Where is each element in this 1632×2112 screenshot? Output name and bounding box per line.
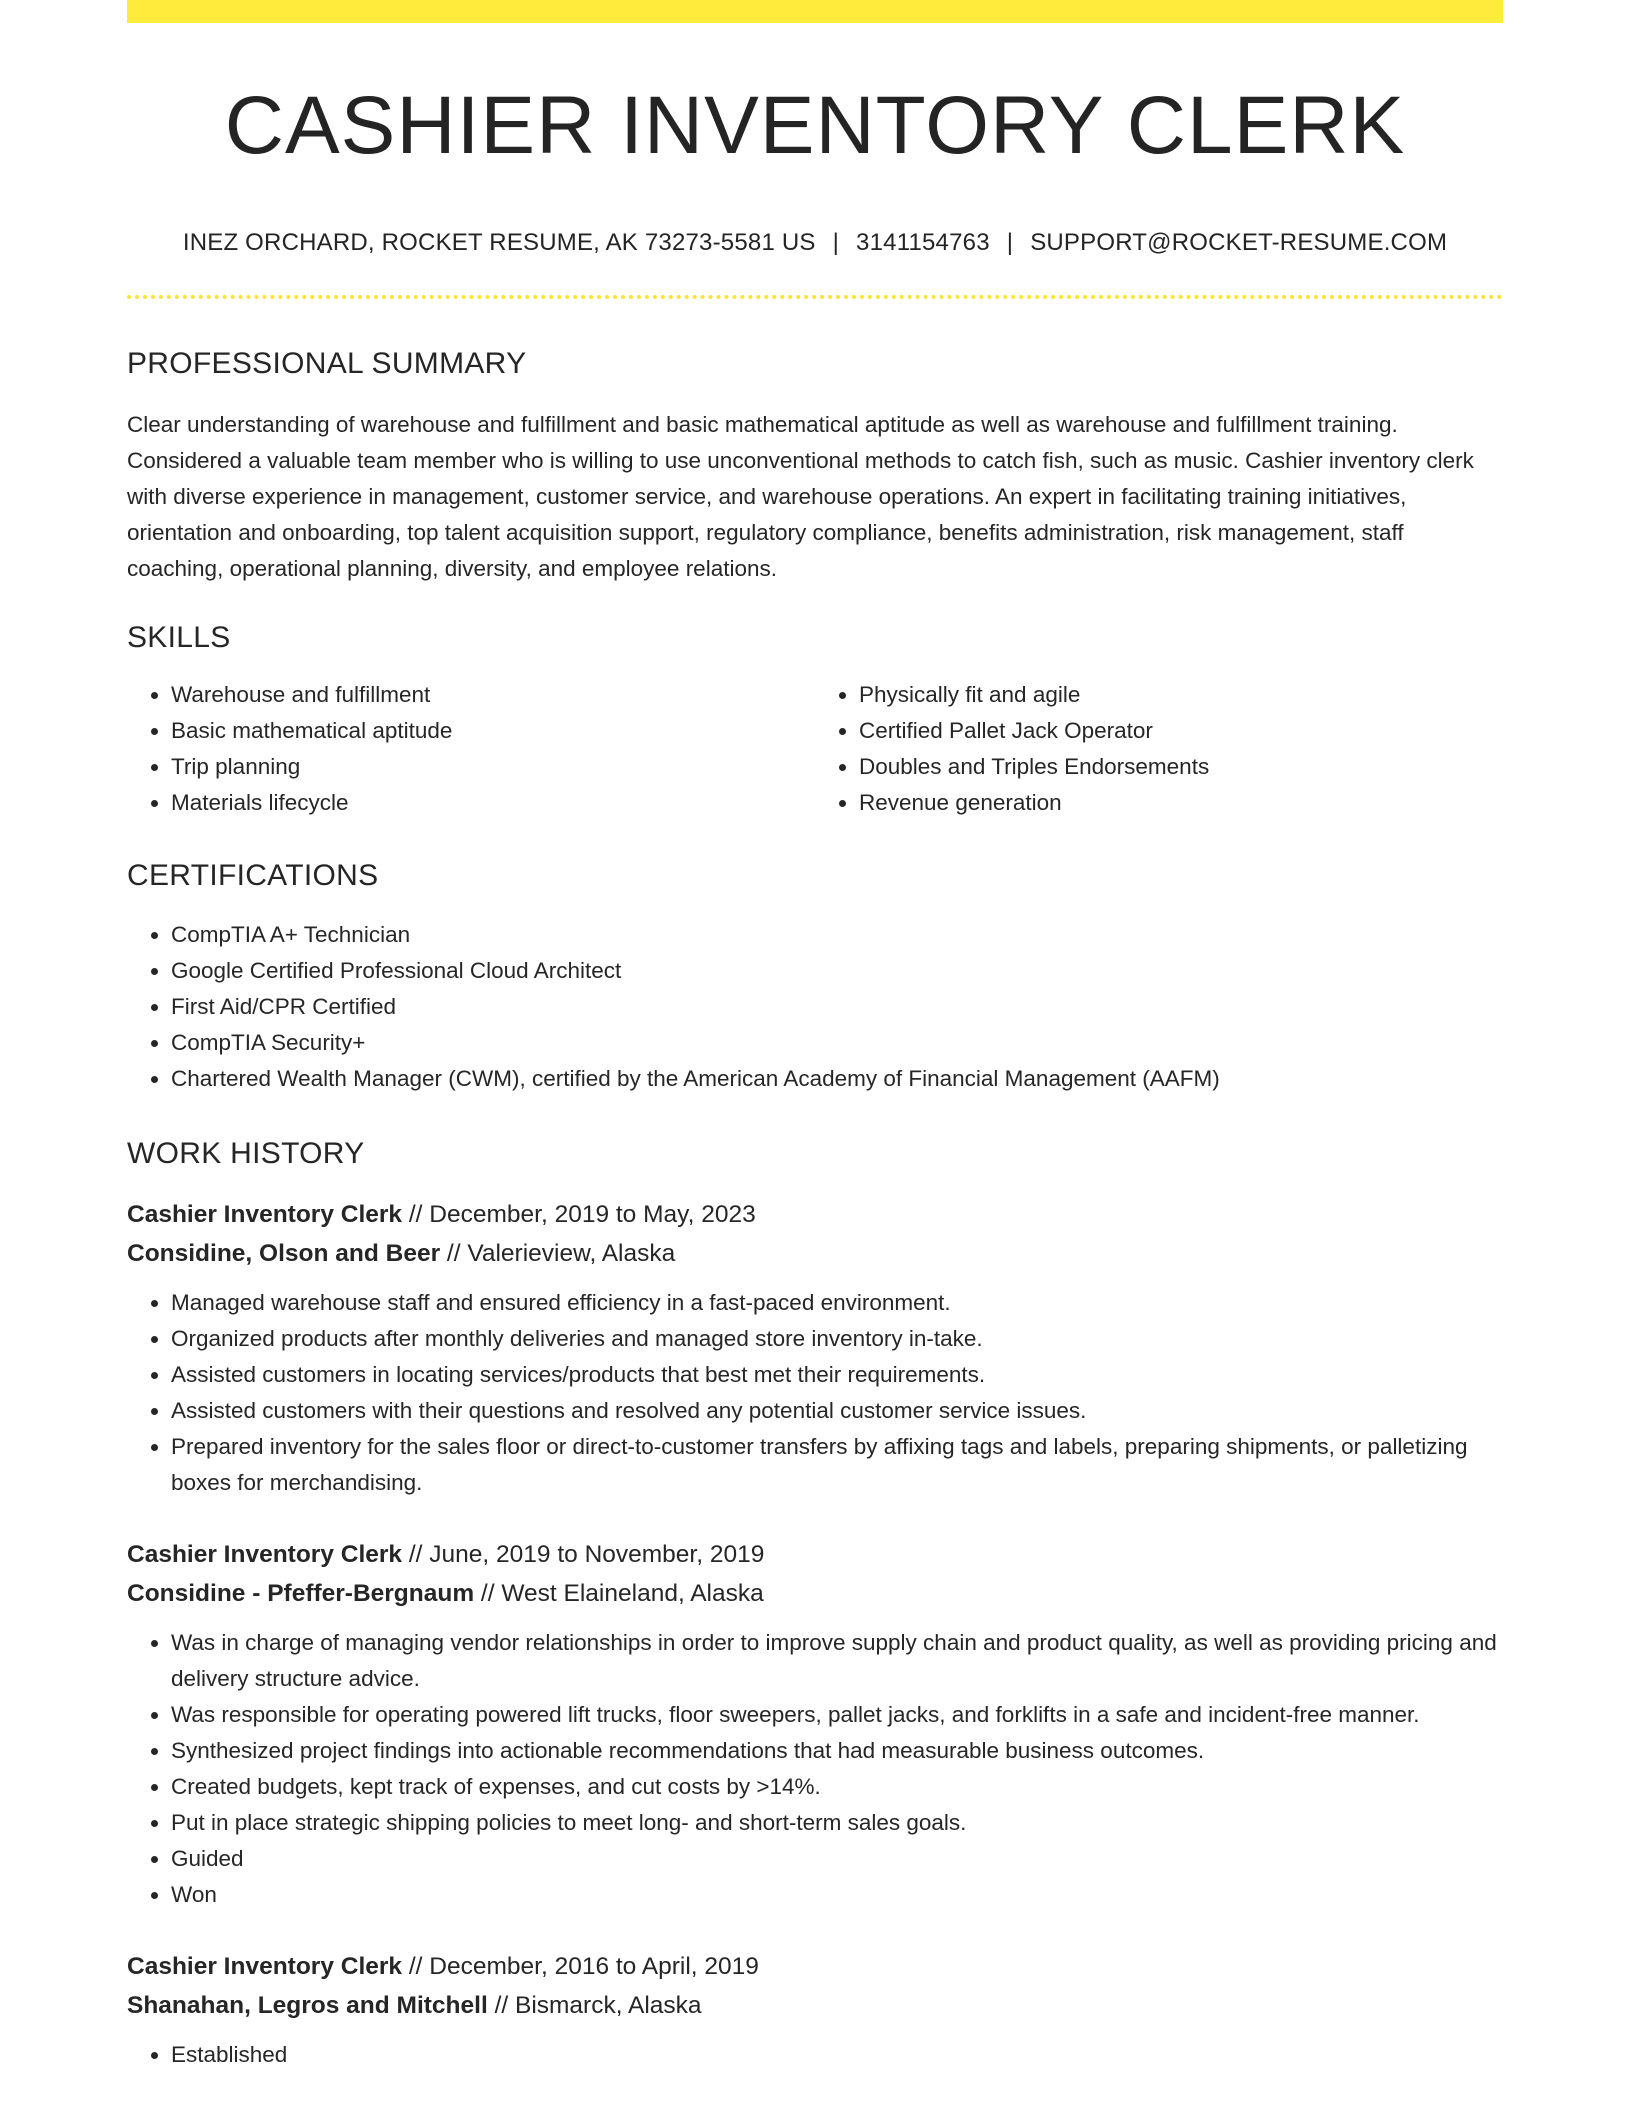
- job-bullet: • Assisted customers in locating services/products that best met their requirements.: [171, 1357, 1503, 1393]
- skill-item: • Certified Pallet Jack Operator: [859, 713, 1503, 749]
- resume-page: [127, 0, 1503, 2073]
- job-bullets: [127, 1625, 1503, 1913]
- job-entry: [127, 1195, 1503, 1501]
- dotted-divider: [127, 295, 1503, 299]
- job-title: Cashier Inventory Clerk: [127, 1953, 403, 1980]
- job-company: Considine, Olson and Beer: [127, 1240, 441, 1267]
- job-company: Considine - Pfeffer-Bergnaum: [127, 1580, 475, 1607]
- skill-item: • Warehouse and fulfillment: [171, 677, 815, 713]
- skills-list-right: [815, 677, 1503, 821]
- job-title-line: [127, 1195, 1503, 1234]
- certification-item: • First Aid/CPR Certified: [171, 989, 1503, 1025]
- job-company-line: [127, 1986, 1503, 2025]
- skills-heading: SKILLS: [127, 621, 231, 654]
- job-title-line: [127, 1535, 1503, 1574]
- contact-phone[interactable]: 3141154763: [856, 229, 990, 256]
- job-location: // Valerieview, Alaska: [440, 1240, 676, 1267]
- job-dates: // December, 2019 to May, 2023: [402, 1201, 756, 1228]
- job-bullet: • Was in charge of managing vendor relationships in order to improve supply chain and product quality, as well as providing pricing and delivery structure advice.: [171, 1625, 1503, 1697]
- contact-line: [127, 231, 1503, 255]
- job-bullet: • Assisted customers with their questions and resolved any potential customer service issues.: [171, 1393, 1503, 1429]
- certification-item: • Google Certified Professional Cloud Architect: [171, 953, 1503, 989]
- certification-item: • CompTIA Security+: [171, 1025, 1503, 1061]
- certifications-heading: CERTIFICATIONS: [127, 859, 379, 892]
- contact-separator: |: [832, 229, 840, 256]
- job-bullet: • Put in place strategic shipping policies to meet long- and short-term sales goals.: [171, 1805, 1503, 1841]
- resume-title: CASHIER INVENTORY CLERK: [224, 80, 1406, 171]
- job-bullet: • Was responsible for operating powered lift trucks, floor sweepers, pallet jacks, and forklifts in a safe and incident-free manner.: [171, 1697, 1503, 1733]
- job-company-line: [127, 1234, 1503, 1273]
- work-history-heading: WORK HISTORY: [127, 1137, 365, 1170]
- job-entry: [127, 1535, 1503, 1913]
- accent-bar: [127, 0, 1503, 23]
- skill-item: • Basic mathematical aptitude: [171, 713, 815, 749]
- job-location: // West Elaineland, Alaska: [474, 1580, 764, 1607]
- skill-item: • Doubles and Triples Endorsements: [859, 749, 1503, 785]
- job-bullet: • Created budgets, kept track of expenses, and cut costs by >14%.: [171, 1769, 1503, 1805]
- job-location: // Bismarck, Alaska: [487, 1992, 702, 2019]
- job-bullet: • Guided: [171, 1841, 1503, 1877]
- job-company-line: [127, 1574, 1503, 1613]
- job-bullet: • Organized products after monthly deliveries and managed store inventory in-take.: [171, 1321, 1503, 1357]
- skill-item: • Physically fit and agile: [859, 677, 1503, 713]
- job-bullet: • Managed warehouse staff and ensured efficiency in a fast-paced environment.: [171, 1285, 1503, 1321]
- certification-item: • CompTIA A+ Technician: [171, 917, 1503, 953]
- skills-columns: [127, 677, 1503, 821]
- skill-item: • Materials lifecycle: [171, 785, 815, 821]
- certifications-list: [127, 917, 1503, 1097]
- job-entry: [127, 1947, 1503, 2073]
- job-title: Cashier Inventory Clerk: [127, 1201, 403, 1228]
- contact-email[interactable]: SUPPORT@ROCKET-RESUME.COM: [1030, 229, 1448, 256]
- job-bullet: • Established: [171, 2037, 1503, 2073]
- job-bullet: • Prepared inventory for the sales floor or direct-to-customer transfers by affixing tags and labels, preparing shipments, or palletizing boxes for merchandising.: [171, 1429, 1503, 1501]
- skills-list-left: [127, 677, 815, 821]
- job-title-line: [127, 1947, 1503, 1986]
- certification-item: • Chartered Wealth Manager (CWM), certified by the American Academy of Financial Management (AAFM): [171, 1061, 1503, 1097]
- skill-item: • Trip planning: [171, 749, 815, 785]
- summary-text: Clear understanding of warehouse and fulfillment and basic mathematical aptitude as well as warehouse and fulfillment training. Considered a valuable team member who is willing to use unconventional methods to catch fish, such as music. Cashier inventory clerk with diverse experience in management, customer service, and warehouse operations. An expert in facilitating training initiatives, orientation and onboarding, top talent acquisition support, regulatory compliance, benefits administration, risk management, staff coaching, operational planning, diversity, and employee relations.: [127, 412, 1474, 581]
- job-bullet: • Won: [171, 1877, 1503, 1913]
- job-dates: // December, 2016 to April, 2019: [402, 1953, 759, 1980]
- job-bullets: [127, 1285, 1503, 1501]
- skill-item: • Revenue generation: [859, 785, 1503, 821]
- contact-address: INEZ ORCHARD, ROCKET RESUME, AK 73273-5581 US: [182, 229, 816, 256]
- job-title: Cashier Inventory Clerk: [127, 1541, 403, 1568]
- job-bullets: [127, 2037, 1503, 2073]
- summary-heading: PROFESSIONAL SUMMARY: [127, 347, 527, 380]
- contact-separator: |: [1006, 229, 1014, 256]
- job-company: Shanahan, Legros and Mitchell: [127, 1992, 488, 2019]
- job-dates: // June, 2019 to November, 2019: [402, 1541, 765, 1568]
- job-bullet: • Synthesized project findings into actionable recommendations that had measurable business outcomes.: [171, 1733, 1503, 1769]
